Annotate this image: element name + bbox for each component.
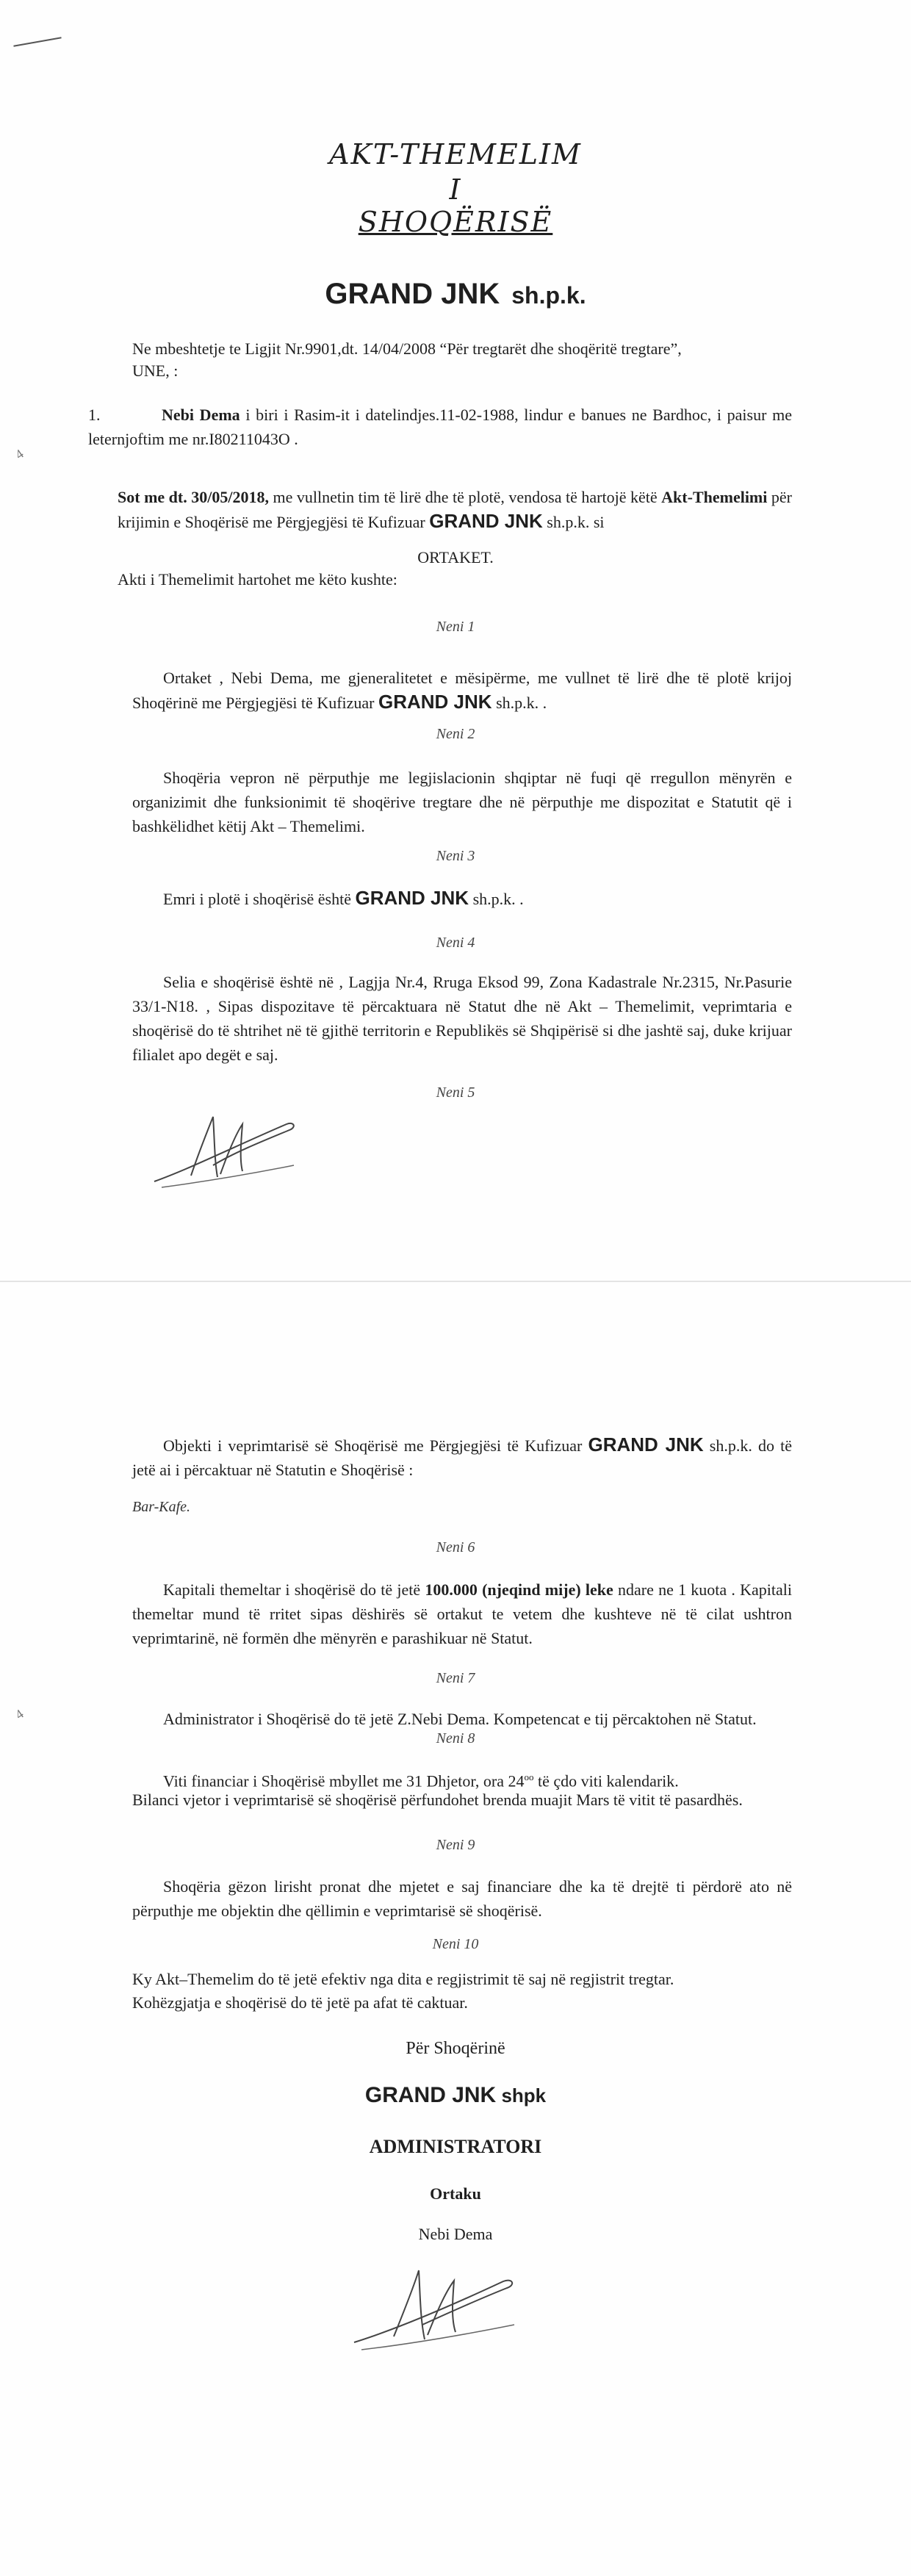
article-6-body-2: ndare ne 1 kuota . Kapitali themeltar mund të rritet sipas dëshirës së ortakut te vetem dhe kushteve në të cilat ushtron veprimtarinë, në formën dhe mënyrën e parashikuar në Statut. (132, 1580, 792, 1647)
capital-amount: 100.000 (njeqind mije) leke (425, 1580, 613, 1599)
declaration-date: Sot me dt. 30/05/2018, (118, 488, 269, 506)
ortaket-heading: ORTAKET. (417, 548, 494, 566)
article-3-company: GRAND JNK (355, 887, 469, 909)
article-2-heading: Neni 2 (436, 726, 475, 742)
closing-company (0, 2083, 911, 2108)
article-8-heading: Neni 8 (436, 1730, 475, 1746)
article-6-text (132, 1577, 792, 1650)
closing-company-name: GRAND JNK (364, 2083, 497, 2107)
declaration-text: me vullnetin tim të lirë dhe të plotë, vendosa të hartojë këtë (269, 488, 662, 506)
margin-mark: 4 (12, 1706, 26, 1722)
fiscal-year-text-2: të çdo viti kalendarik. (533, 1771, 679, 1791)
activity-text: Objekti i veprimtarisë së Shoqërisë me Përgjegjësi të Kufizuar (163, 1436, 588, 1455)
act-name: Akt-Themelimi (661, 488, 768, 506)
document-page-1 (0, 0, 911, 1282)
article-3-suffix: sh.p.k. . (469, 890, 524, 908)
company-name: GRAND JNK (325, 278, 500, 310)
margin-mark: 4 (12, 446, 26, 462)
article-10-text: Ky Akt–Themelim do të jetë efektiv nga dita e regjistrimit të saj në regjistrit tregtar. (132, 1970, 674, 1988)
company-suffix: sh.p.k. (511, 282, 586, 309)
document-title-connector: I (449, 173, 462, 206)
conditions-line: Akti i Themelimit hartohet me këto kushte: (118, 570, 397, 589)
article-10-text-2: Kohëzgjatja e shoqërisë do të jetë pa afat të caktuar. (132, 1993, 468, 2012)
article-6-heading: Neni 6 (436, 1539, 475, 1555)
article-3-body: Emri i plotë i shoqërisë është (163, 890, 356, 908)
scan-mark (13, 37, 61, 46)
article-4-heading: Neni 4 (436, 935, 475, 951)
item-number: 1. (88, 406, 101, 424)
signature-image (147, 1095, 309, 1198)
une-line: UNE, : (132, 361, 179, 380)
declaration-paragraph (118, 485, 792, 534)
signer-name: Nebi Dema (418, 2225, 493, 2243)
company-heading (0, 278, 911, 311)
article-8-text-2: Bilanci vjetor i veprimtarisë së shoqërisë përfundohet brenda muajit Mars të vitit të pasardhës. (132, 1791, 743, 1809)
closing-for-company: Për Shoqërinë (406, 2039, 505, 2058)
article-5-heading: Neni 5 (436, 1084, 475, 1101)
document-page-2 (0, 1282, 911, 2576)
fiscal-year-text: Viti financiar i Shoqërisë mbyllet me 31 Dhjetor, ora 24 (163, 1771, 525, 1791)
activity-paragraph (132, 1433, 792, 1482)
signature-image (345, 2248, 536, 2359)
declaration-text-2: për krijimin e Shoqërisë me Përgjegjësi të Kufizuar (118, 488, 792, 531)
article-1-suffix: sh.p.k. . (491, 694, 547, 712)
article-8-text (132, 1766, 792, 1793)
article-7-heading: Neni 7 (436, 1670, 475, 1686)
article-2-text: Shoqëria vepron në përputhje me legjislacionin shqiptar në fuqi që rregullon mënyrën e organizimit dhe funksionimit të shoqërive tregtare dhe në përputhje me dispozitat e Statutit që i bashkëlidhet këtij Akt – Themelimi. (132, 769, 792, 835)
article-1-company: GRAND JNK (378, 691, 492, 713)
administrator-title: ADMINISTRATORI (369, 2136, 542, 2157)
declaration-suffix: sh.p.k. si (542, 513, 605, 531)
article-3-heading: Neni 3 (436, 848, 475, 864)
document-title: AKT-THEMELIM (329, 138, 582, 170)
article-9-text: Shoqëria gëzon lirisht pronat dhe mjetet e saj financiare dhe ka të drejtë ti përdorë ato në përputhje me objektin dhe qëllimin e veprimtarisë së shoqërisë. (132, 1877, 792, 1920)
article-9-heading: Neni 9 (436, 1837, 475, 1853)
activity-suffix: sh.p.k. do të jetë ai i përcaktuar në Statutin e Shoqërisë : (132, 1436, 792, 1479)
partner-title: Ortaku (430, 2184, 481, 2203)
declaration-company: GRAND JNK (429, 510, 543, 532)
article-3-text (132, 886, 792, 911)
intro-line: Ne mbeshtetje te Ligjit Nr.9901,dt. 14/04/2008 “Për tregtarët dhe shoqëritë tregtare”, (132, 339, 682, 358)
article-10-heading: Neni 10 (432, 1936, 479, 1952)
activity-company: GRAND JNK (588, 1433, 704, 1456)
article-1-heading: Neni 1 (436, 619, 475, 635)
founder-name: Nebi Dema (162, 406, 240, 424)
article-1-body: Ortaket , Nebi Dema, me gjeneralitetet e mësipërme, me vullnet të lirë dhe të plotë krijoj Shoqërinë me Përgjegjësi të Kufizuar (132, 669, 792, 712)
article-1-text (132, 666, 792, 715)
fiscal-hour-superscript: oo (524, 1771, 534, 1782)
article-6-body: Kapitali themeltar i shoqërisë do të jetë (163, 1580, 425, 1599)
article-7-text: Administrator i Shoqërisë do të jetë Z.Nebi Dema. Kompetencat e tij përcaktohen në Statut. (163, 1710, 757, 1728)
intro-paragraph (132, 339, 682, 359)
founder-details: i biri i Rasim-it i datelindjes.11-02-1988, lindur e banues ne Bardhoc, i paisur me leternjoftim me nr.I80211043O . (88, 406, 792, 448)
founder-item (88, 403, 792, 451)
closing-company-suffix: shpk (496, 2084, 547, 2107)
document-subtitle: SHOQËRISË (358, 206, 553, 238)
business-type: Bar-Kafe. (132, 1499, 191, 1515)
article-4-text: Selia e shoqërisë është në , Lagjja Nr.4, Rruga Eksod 99, Zona Kadastrale Nr.2315, Nr.Pasurie 33/1-N18. , Sipas dispozitave të përcaktuara në Statut dhe në Akt – Themelimit, veprimtaria e shoqërisë do të shtrihet në të gjithë territorin e Republikës së Shqipërisë si dhe jashtë saj, duke krijuar filialet apo degët e saj. (132, 973, 792, 1064)
